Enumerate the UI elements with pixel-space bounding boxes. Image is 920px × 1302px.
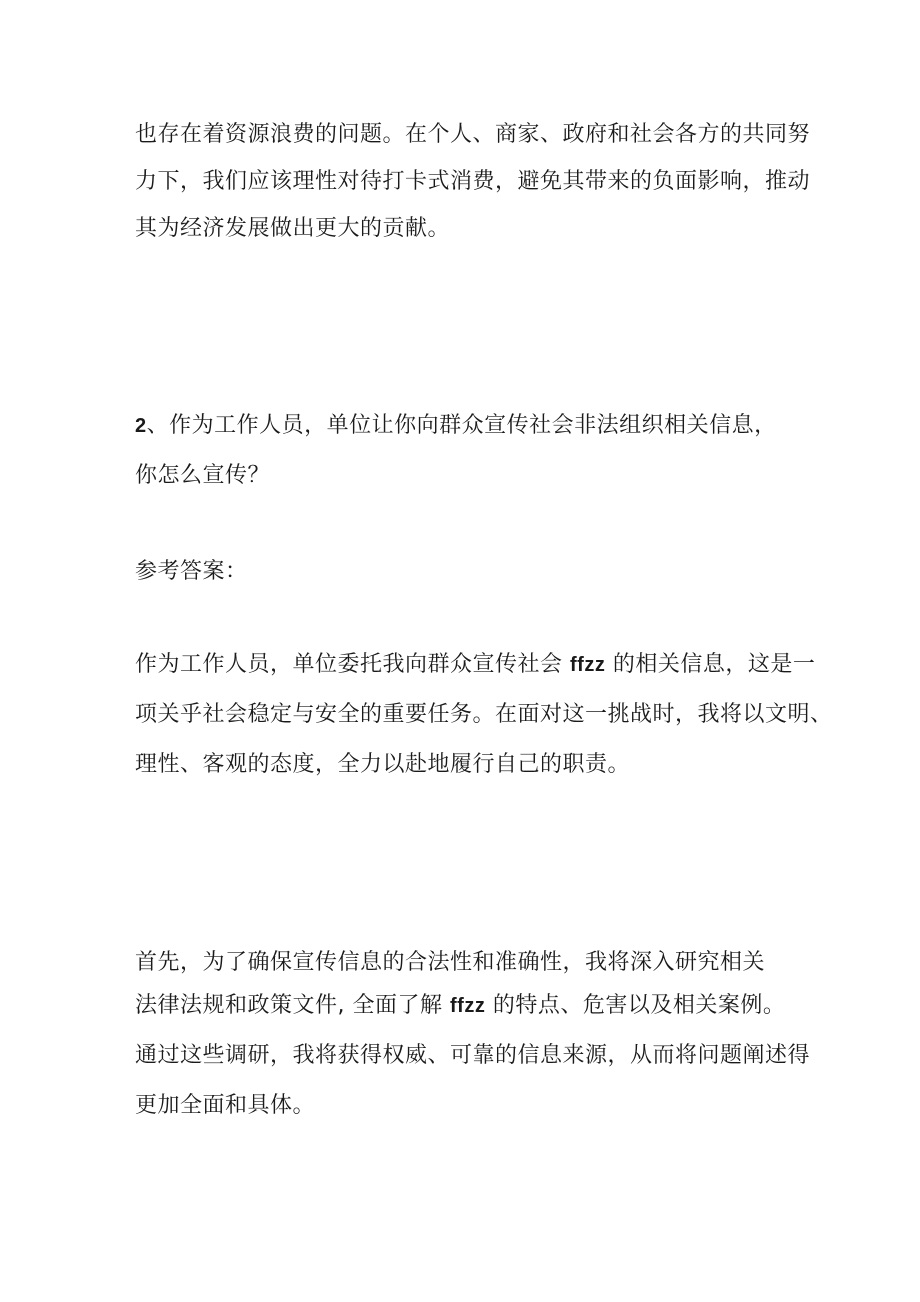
question-line-2: 你怎么宣传？	[135, 463, 271, 488]
intro-line-3: 其为经济发展做出更大的贡献。	[135, 216, 451, 241]
intro-line-2: 力下，我们应该理性对待打卡式消费，避免其带来的负面影响，推动	[135, 169, 811, 194]
answer-label: 参考答案：	[135, 559, 248, 584]
answer-p1-line-2: 项关乎社会稳定与安全的重要任务。在面对这一挑战时，我将以文明、	[135, 702, 833, 727]
answer-p1-line-1-post: 的相关信息，这是一	[612, 652, 816, 677]
answer-p2-line-4: 更加全面和具体。	[135, 1093, 316, 1118]
answer-p2-line-3: 通过这些调研，我将获得权威、可靠的信息来源，从而将问题阐述得	[135, 1043, 811, 1068]
answer-p1-line-1	[135, 650, 815, 680]
answer-p2-line-2-post: 的特点、危害以及相关案例。	[492, 993, 786, 1018]
abbreviation-ffzz: ffzz	[570, 654, 606, 676]
answer-p2-line-2	[135, 991, 785, 1021]
answer-p2-line-2-pre: 法律法规和政策文件, 全面了解	[135, 993, 443, 1018]
question-text: 、作为工作人员，单位让你向群众宣传社会非法组织相关信息，	[146, 413, 777, 438]
question-line-1	[135, 411, 777, 441]
intro-line-1: 也存在着资源浪费的问题。在个人、商家、政府和社会各方的共同努	[135, 122, 811, 147]
question-number: 2	[135, 415, 147, 437]
abbreviation-ffzz: ffzz	[450, 995, 486, 1017]
answer-p1-line-3: 理性、客观的态度，全力以赴地履行自己的职责。	[135, 752, 631, 777]
answer-p2-line-1: 首先，为了确保宣传信息的合法性和准确性，我将深入研究相关	[135, 950, 766, 975]
answer-p1-line-1-pre: 作为工作人员，单位委托我向群众宣传社会	[135, 652, 563, 677]
